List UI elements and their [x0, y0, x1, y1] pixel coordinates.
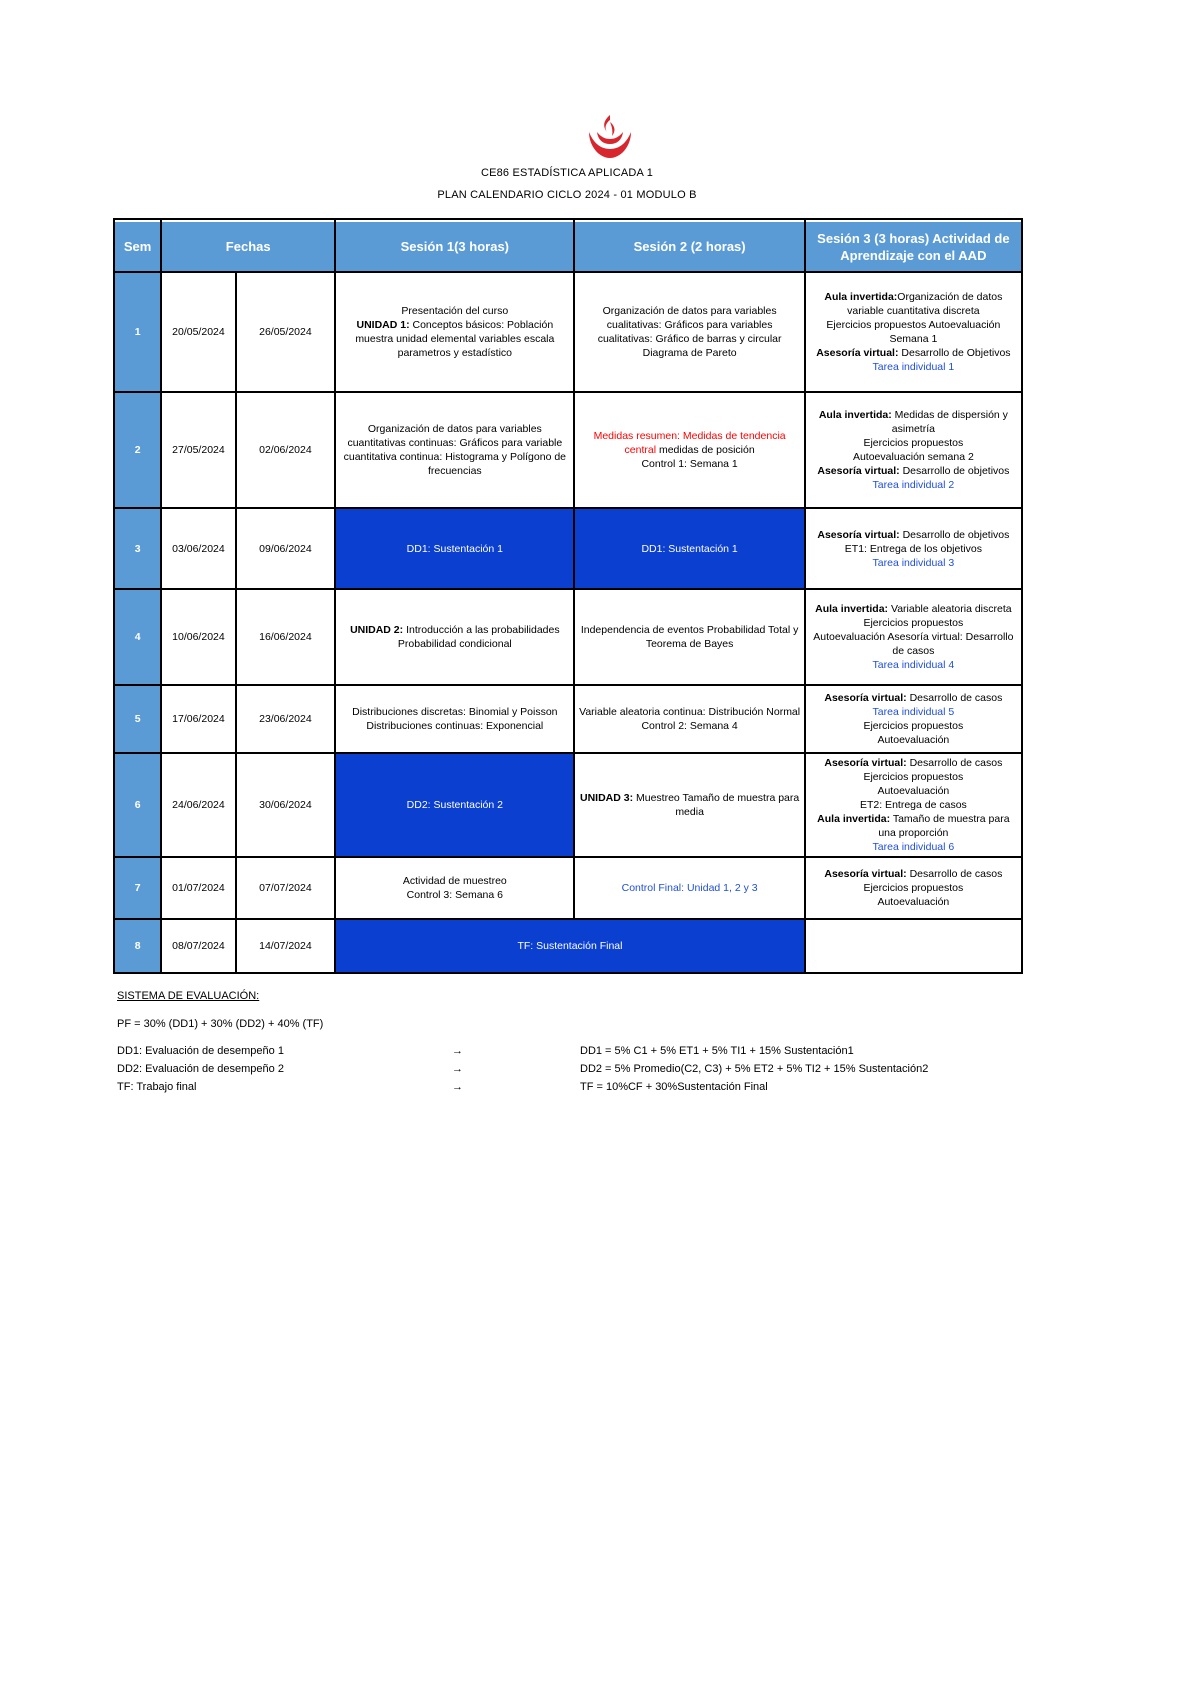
activity-text: Desarrollo de Objetivos — [898, 347, 1011, 359]
session-3-cell — [806, 754, 1021, 856]
week-number: 1 — [115, 273, 160, 391]
activity-text: Ejercicios propuestos — [863, 617, 964, 629]
session-3-cell — [806, 509, 1021, 588]
eval-item-name: DD2: Evaluación de desempeño 2 — [117, 1063, 284, 1075]
eval-item-formula: DD1 = 5% C1 + 5% ET1 + 5% TI1 + 15% Sustentación1 — [580, 1045, 854, 1057]
session-3-cell — [806, 393, 1021, 507]
session-text: Variable aleatoria continua: Distribución Normal — [579, 706, 801, 718]
session-1-cell — [336, 273, 573, 391]
session-3-cell — [806, 273, 1021, 391]
activity-text: Desarrollo de objetivos — [899, 465, 1010, 477]
table-row — [115, 920, 1021, 972]
end-date: 07/07/2024 — [237, 858, 335, 918]
unit-label: UNIDAD 3: — [579, 792, 634, 804]
session-text: Conceptos básicos: Población muestra unidad elemental variables escala parametros y estadístico — [355, 319, 555, 359]
end-date: 09/06/2024 — [237, 509, 335, 588]
task-link[interactable]: Tarea individual 1 — [872, 361, 955, 373]
session-text: Introducción a las probabilidades Probabilidad condicional — [397, 624, 560, 650]
end-date: 14/07/2024 — [237, 920, 335, 972]
activity-label: Asesoría virtual: — [817, 528, 900, 541]
session-text: Actividad de muestreo — [402, 875, 507, 887]
end-date: 16/06/2024 — [237, 590, 335, 684]
end-date: 30/06/2024 — [237, 754, 335, 856]
upc-logo — [585, 112, 635, 162]
session-text: medidas de posición — [656, 444, 755, 456]
session-2-cell: Organización de datos para variables cualitativas: Gráficos para variables cualitativas: Gráfico de barras y circular Diagrama de Pareto — [575, 273, 803, 391]
eval-item-name: TF: Trabajo final — [117, 1081, 197, 1093]
start-date: 03/06/2024 — [162, 509, 234, 588]
arrow-icon: → — [452, 1063, 463, 1075]
week-number: 3 — [115, 509, 160, 588]
table-row — [115, 590, 1021, 684]
activity-text: Autoevaluación semana 2 — [852, 451, 974, 463]
week-number: 7 — [115, 858, 160, 918]
session-1-cell — [336, 590, 573, 684]
activity-text: Desarrollo de casos — [906, 868, 1003, 880]
table-row — [115, 858, 1021, 918]
activity-label: Asesoría virtual: — [824, 692, 907, 704]
header-session-3: Sesión 3 (3 horas) Actividad de Aprendizaje con el AAD — [806, 220, 1021, 271]
activity-text: Autoevaluación — [877, 896, 950, 908]
unit-label: UNIDAD 2: — [350, 624, 404, 636]
activity-text: Autoevaluación — [877, 734, 950, 746]
week-number: 4 — [115, 590, 160, 684]
session-2-cell: Independencia de eventos Probabilidad Total y Teorema de Bayes — [575, 590, 803, 684]
activity-text: Desarrollo de objetivos — [899, 528, 1010, 541]
session-2-cell — [575, 686, 803, 752]
arrow-icon: → — [452, 1045, 463, 1057]
activity-text: Autoevaluación — [877, 785, 950, 797]
table-row — [115, 509, 1021, 588]
session-3-cell — [806, 858, 1021, 918]
activity-text: Ejercicios propuestos Autoevaluación Semana 1 — [826, 319, 1001, 345]
activity-label: Asesoría virtual: — [817, 465, 900, 477]
activity-text: Ejercicios propuestos — [863, 720, 964, 732]
activity-text: Tamaño de muestra para una proporción — [878, 813, 1010, 839]
session-3-cell — [806, 686, 1021, 752]
activity-text: Ejercicios propuestos — [863, 437, 964, 449]
week-number: 6 — [115, 754, 160, 856]
activity-label: Asesoría virtual: — [824, 868, 907, 880]
activity-text: Ejercicios propuestos — [863, 771, 964, 783]
control-text: Control 3: Semana 6 — [406, 889, 503, 901]
activity-text: Variable aleatoria discreta — [888, 603, 1012, 615]
session-text: Presentación del curso — [401, 305, 509, 317]
end-date: 02/06/2024 — [237, 393, 335, 507]
end-date: 23/06/2024 — [237, 686, 335, 752]
unit-label: UNIDAD 1: — [356, 319, 410, 331]
activity-label: Aula invertida: — [824, 291, 898, 303]
header-session-2: Sesión 2 (2 horas) — [575, 220, 803, 271]
header-sem: Sem — [115, 220, 160, 271]
eval-item-formula: DD2 = 5% Promedio(C2, C3) + 5% ET2 + 5% TI2 + 15% Sustentación2 — [580, 1063, 929, 1075]
course-title: CE86 ESTADÍSTICA APLICADA 1 — [480, 167, 654, 179]
session-1-cell: DD2: Sustentación 2 — [336, 754, 573, 856]
evaluation-formula: PF = 30% (DD1) + 30% (DD2) + 40% (TF) — [117, 1018, 324, 1030]
control-text: Control 2: Semana 4 — [641, 720, 738, 732]
activity-text: ET1: Entrega de los objetivos — [844, 542, 982, 555]
final-control-link[interactable]: Control Final: Unidad 1, 2 y 3 — [621, 882, 758, 894]
header-session-1: Sesión 1(3 horas) — [336, 220, 573, 271]
session-2-cell — [575, 858, 803, 918]
plan-title: PLAN CALENDARIO CICLO 2024 - 01 MODULO B — [437, 189, 697, 201]
session-1-cell — [336, 858, 573, 918]
highlight-text: Medidas resumen: Medidas de tendencia central — [593, 430, 786, 456]
header-fechas: Fechas — [162, 220, 334, 271]
week-number: 2 — [115, 393, 160, 507]
final-session-cell: TF: Sustentación Final — [336, 920, 804, 972]
start-date: 27/05/2024 — [162, 393, 234, 507]
activity-label: Asesoría virtual: — [824, 757, 907, 769]
week-number: 8 — [115, 920, 160, 972]
start-date: 20/05/2024 — [162, 273, 234, 391]
schedule-table — [113, 218, 1023, 974]
start-date: 17/06/2024 — [162, 686, 234, 752]
session-2-cell: DD1: Sustentación 1 — [575, 509, 803, 588]
activity-text: Autoevaluación Asesoría virtual: Desarrollo de casos — [813, 631, 1014, 657]
start-date: 10/06/2024 — [162, 590, 234, 684]
activity-text: Desarrollo de casos — [906, 692, 1003, 704]
arrow-icon: → — [452, 1081, 463, 1093]
eval-item-formula: TF = 10%CF + 30%Sustentación Final — [580, 1081, 768, 1093]
task-link[interactable]: Tarea individual 5 — [872, 706, 955, 718]
session-2-cell — [575, 393, 803, 507]
activity-text: Desarrollo de casos — [906, 757, 1003, 769]
control-text: Control 1: Semana 1 — [641, 458, 738, 470]
activity-text: Medidas de dispersión y asimetría — [891, 409, 1008, 435]
activity-label: Asesoría virtual: — [816, 347, 899, 359]
week-number: 5 — [115, 686, 160, 752]
task-link[interactable]: Tarea individual 3 — [872, 556, 955, 569]
session-1-cell: Organización de datos para variables cuantitativas continuas: Gráficos para variable cuantitativa continua: Histograma y Polígono de frecuencias — [336, 393, 573, 507]
session-3-cell — [806, 920, 1021, 972]
table-row — [115, 273, 1021, 391]
start-date: 08/07/2024 — [162, 920, 234, 972]
session-1-cell: Distribuciones discretas: Binomial y Poisson Distribuciones continuas: Exponencial — [336, 686, 573, 752]
session-1-cell: DD1: Sustentación 1 — [336, 509, 573, 588]
eval-item-name: DD1: Evaluación de desempeño 1 — [117, 1045, 284, 1057]
task-link[interactable]: Tarea individual 2 — [872, 479, 955, 491]
session-text: Muestreo Tamaño de muestra para media — [633, 792, 800, 818]
activity-text: Ejercicios propuestos — [863, 882, 964, 894]
end-date: 26/05/2024 — [237, 273, 335, 391]
table-row — [115, 393, 1021, 507]
session-3-cell — [806, 590, 1021, 684]
activity-label: Aula invertida: — [818, 409, 892, 421]
table-row — [115, 754, 1021, 856]
task-link[interactable]: Tarea individual 4 — [872, 659, 955, 671]
start-date: 01/07/2024 — [162, 858, 234, 918]
session-2-cell — [575, 754, 803, 856]
activity-text: Organización de datos variable cuantitativa discreta — [847, 291, 1003, 317]
activity-label: Aula invertida: — [815, 603, 889, 615]
task-link[interactable]: Tarea individual 6 — [872, 841, 955, 853]
activity-text: ET2: Entrega de casos — [859, 799, 967, 811]
activity-label: Aula invertida: — [817, 813, 891, 825]
header-row — [115, 220, 1021, 271]
evaluation-title: SISTEMA DE EVALUACIÓN: — [117, 990, 260, 1002]
table-row — [115, 686, 1021, 752]
start-date: 24/06/2024 — [162, 754, 234, 856]
